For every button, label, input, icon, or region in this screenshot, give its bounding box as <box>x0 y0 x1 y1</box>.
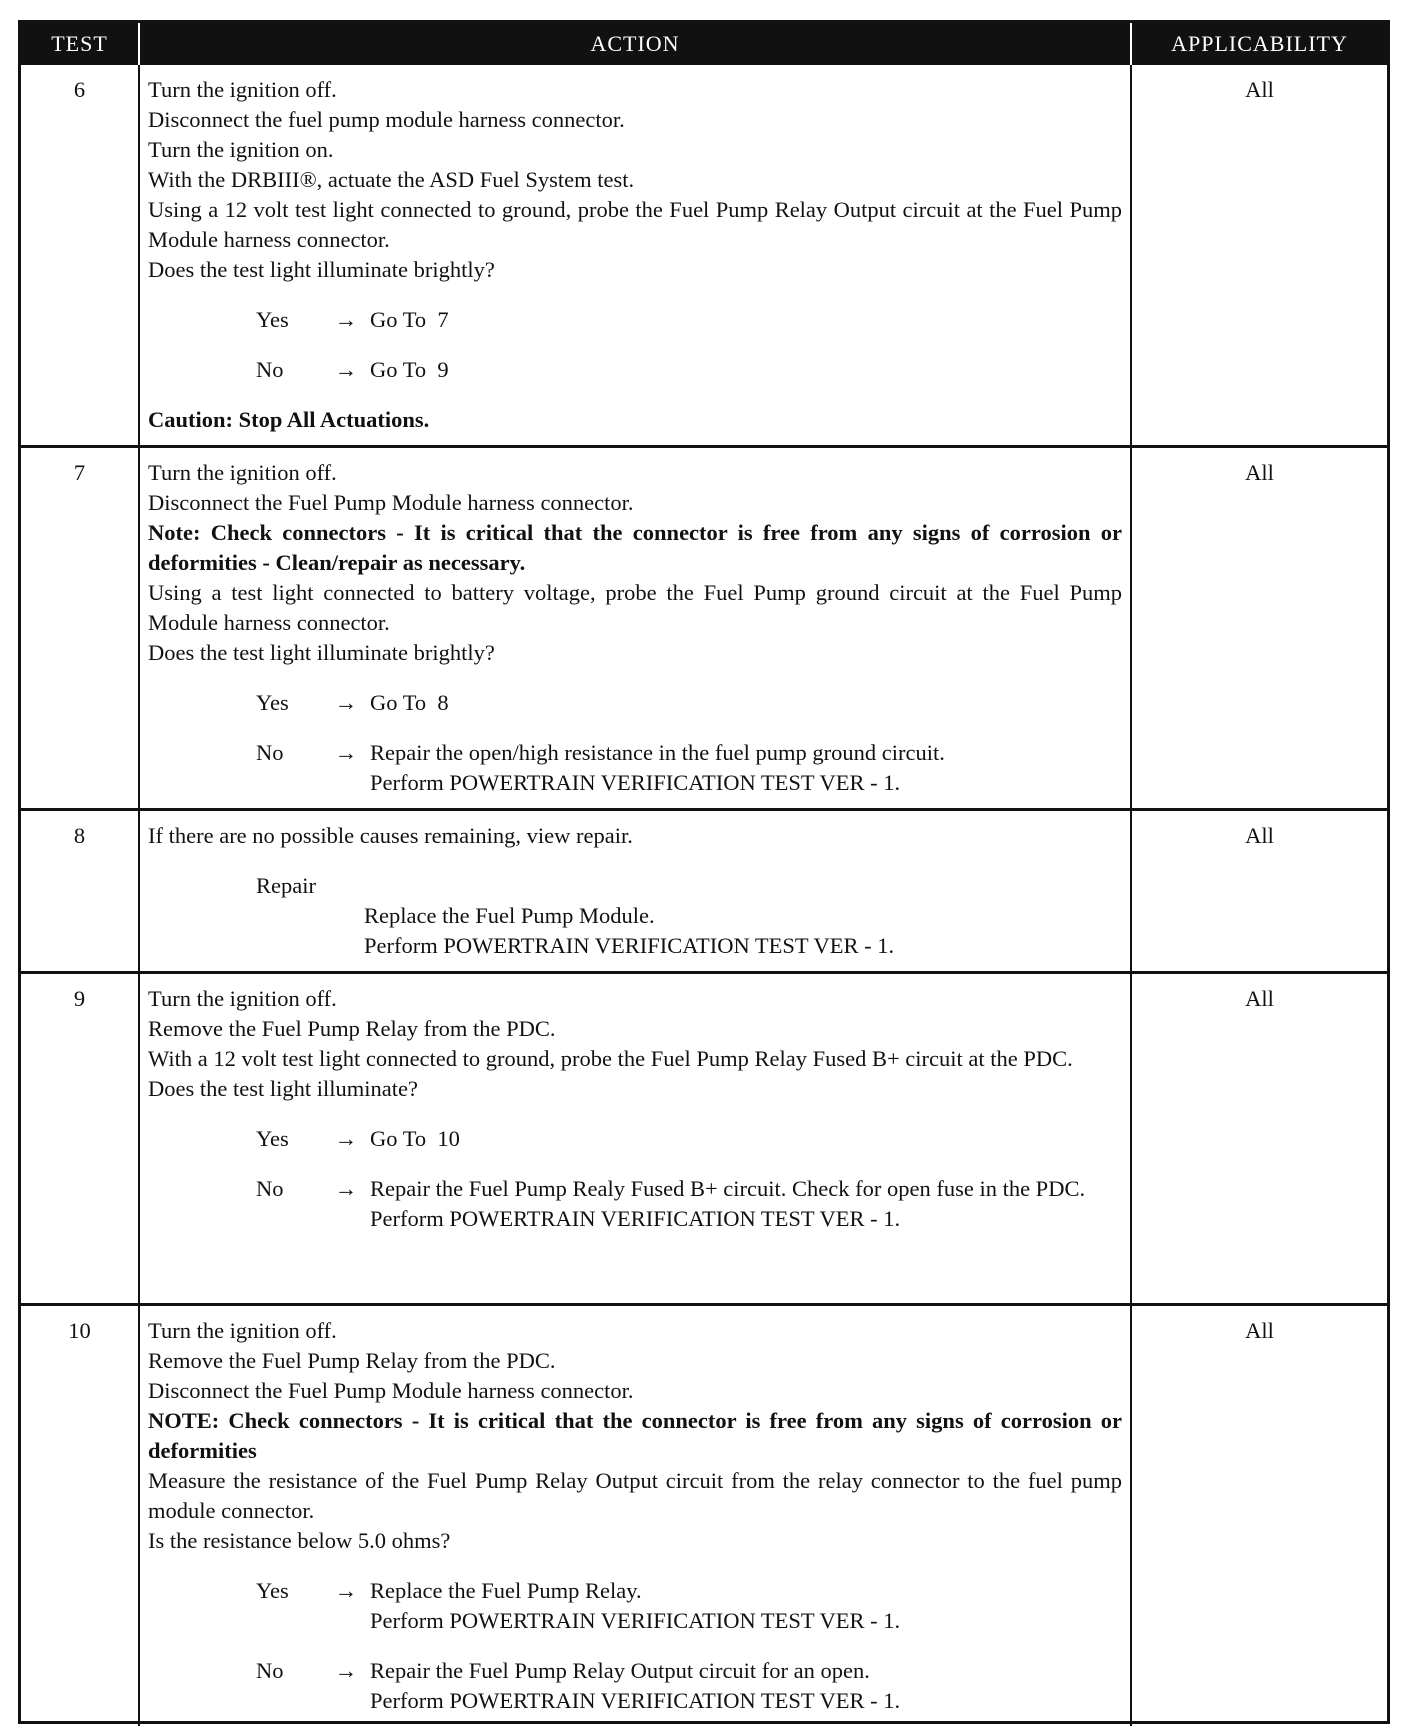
test-number: 10 <box>21 1305 139 1727</box>
arrow-icon: → <box>334 1126 358 1151</box>
action-line: Measure the resistance of the Fuel Pump Relay Output circuit from the relay connector to the fuel pump module connector. <box>148 1468 1122 1523</box>
branch-answer: Yes <box>256 1126 289 1151</box>
arrow-icon: → <box>334 357 358 382</box>
branch-result <box>370 305 1122 335</box>
header-row <box>21 23 1387 65</box>
branch-result-line: Go To 10 <box>370 1126 460 1151</box>
action-cell <box>139 810 1131 973</box>
table-row <box>21 973 1387 1305</box>
applicability-cell: All <box>1245 77 1274 102</box>
branch-result <box>370 688 1122 718</box>
branch-result-line: Repair the Fuel Pump Relay Output circuit for an open. <box>370 1658 870 1683</box>
action-line: Turn the ignition off. <box>148 460 337 485</box>
branch-no <box>148 355 1122 385</box>
action-line: With the DRBIII®, actuate the ASD Fuel System test. <box>148 167 635 192</box>
action-line: With a 12 volt test light connected to ground, probe the Fuel Pump Relay Fused B+ circuit at the PDC. <box>148 1046 1073 1071</box>
header-test: TEST <box>21 23 139 65</box>
test-number: 6 <box>21 65 139 447</box>
action-line: Using a test light connected to battery voltage, probe the Fuel Pump ground circuit at the Fuel Pump Module harness connector. <box>148 580 1122 635</box>
branch-result-line: Replace the Fuel Pump Relay. <box>370 1578 642 1603</box>
branch-yes <box>148 1124 1122 1154</box>
test-number: 9 <box>21 973 139 1305</box>
branch-result-line: Perform POWERTRAIN VERIFICATION TEST VER - 1. <box>370 1608 901 1633</box>
branch-yes <box>148 1576 1122 1636</box>
branch-answer: No <box>256 1176 284 1201</box>
action-line: Turn the ignition off. <box>148 986 337 1011</box>
branch-result <box>370 1656 1122 1716</box>
applicability-cell: All <box>1131 810 1387 973</box>
branch-answer: No <box>256 357 284 382</box>
action-line: Does the test light illuminate brightly? <box>148 640 495 665</box>
diagnostic-table <box>21 23 1387 1726</box>
arrow-icon: → <box>334 1176 358 1201</box>
branch-result-line: Perform POWERTRAIN VERIFICATION TEST VER - 1. <box>370 1206 901 1231</box>
test-number: 7 <box>21 447 139 810</box>
note-text: NOTE: Check connectors - It is critical that the connector is free from any signs of corrosion or deformities <box>148 1408 1122 1463</box>
branch-result <box>370 1576 1122 1636</box>
action-cell <box>139 65 1131 447</box>
arrow-icon: → <box>334 690 358 715</box>
diagnostic-table-sheet <box>18 20 1390 1724</box>
action-line: Using a 12 volt test light connected to ground, probe the Fuel Pump Relay Output circuit at the Fuel Pump Module harness connector. <box>148 197 1122 252</box>
repair-label: Repair <box>256 873 316 898</box>
branch-no <box>148 738 1122 798</box>
branch-result <box>370 1124 1122 1154</box>
header-applicability: APPLICABILITY <box>1131 23 1387 65</box>
branch-result <box>370 738 1122 798</box>
action-line: Remove the Fuel Pump Relay from the PDC. <box>148 1348 556 1373</box>
branch-result-line: Go To 7 <box>370 307 449 332</box>
branch-answer: No <box>256 740 284 765</box>
branch-no <box>148 1174 1122 1234</box>
repair-line: Replace the Fuel Pump Module. <box>364 903 655 928</box>
table-row <box>21 810 1387 973</box>
arrow-icon: → <box>334 1578 358 1603</box>
action-line: If there are no possible causes remaining, view repair. <box>148 823 633 848</box>
branch-result <box>370 1174 1122 1234</box>
action-line: Remove the Fuel Pump Relay from the PDC. <box>148 1016 556 1041</box>
branch-answer: Yes <box>256 690 289 715</box>
branch-result-line: Repair the Fuel Pump Realy Fused B+ circuit. Check for open fuse in the PDC. <box>370 1176 1086 1201</box>
applicability-cell: All <box>1131 1305 1387 1727</box>
branch-result-line: Go To 9 <box>370 357 449 382</box>
arrow-icon: → <box>334 740 358 765</box>
branch-result-line: Repair the open/high resistance in the fuel pump ground circuit. <box>370 740 945 765</box>
branch-answer: Yes <box>256 1578 289 1603</box>
branch-result-line: Go To 8 <box>370 690 449 715</box>
applicability-cell: All <box>1131 973 1387 1305</box>
branch-answer: Yes <box>256 307 289 332</box>
action-line: Turn the ignition on. <box>148 137 334 162</box>
branch-answer: No <box>256 1658 284 1683</box>
branch-result-line: Perform POWERTRAIN VERIFICATION TEST VER - 1. <box>370 1688 901 1713</box>
arrow-icon: → <box>334 1658 358 1683</box>
arrow-icon: → <box>334 307 358 332</box>
action-cell <box>139 1305 1131 1727</box>
repair-line: Perform POWERTRAIN VERIFICATION TEST VER - 1. <box>364 933 895 958</box>
action-cell <box>139 973 1131 1305</box>
branch-result-line: Perform POWERTRAIN VERIFICATION TEST VER - 1. <box>370 770 901 795</box>
action-line: Does the test light illuminate? <box>148 1076 418 1101</box>
action-line: Turn the ignition off. <box>148 1318 337 1343</box>
header-action: ACTION <box>139 23 1131 65</box>
applicability-cell: All <box>1131 447 1387 810</box>
branch-result <box>370 355 1122 385</box>
action-cell <box>139 447 1131 810</box>
action-line: Does the test light illuminate brightly? <box>148 257 495 282</box>
table-row <box>21 1305 1387 1727</box>
action-line: Is the resistance below 5.0 ohms? <box>148 1528 451 1553</box>
note-text: Note: Check connectors - It is critical that the connector is free from any signs of corrosion or deformities - Clean/repair as necessary. <box>148 520 1122 575</box>
table-row <box>21 447 1387 810</box>
branch-no <box>148 1656 1122 1716</box>
branch-yes <box>148 688 1122 718</box>
caution-text: Caution: Stop All Actuations. <box>148 407 430 432</box>
action-line: Disconnect the Fuel Pump Module harness connector. <box>148 1378 634 1403</box>
branch-yes <box>148 305 1122 335</box>
action-line: Disconnect the Fuel Pump Module harness connector. <box>148 490 634 515</box>
table-row <box>21 65 1387 447</box>
action-line: Turn the ignition off. <box>148 77 337 102</box>
action-line: Disconnect the fuel pump module harness connector. <box>148 107 625 132</box>
test-number: 8 <box>21 810 139 973</box>
